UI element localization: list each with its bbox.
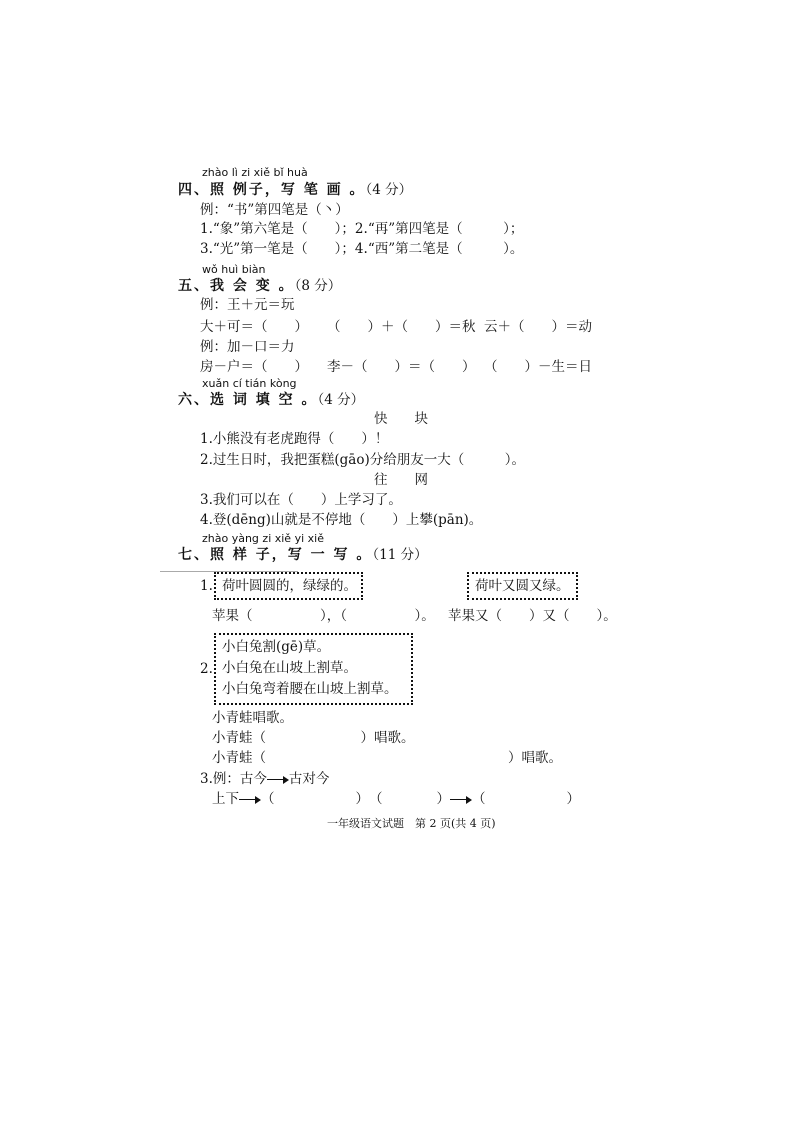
s7-item3-example: [200, 770, 329, 788]
s5-heading: [178, 277, 341, 295]
s5-title: 五、我 会 变 。: [178, 278, 295, 294]
s7-item1-number: 1.: [200, 578, 213, 594]
s7-points: （11 分）: [372, 547, 428, 563]
s7-item2-number: 2.: [200, 661, 213, 677]
s4-heading: [178, 181, 412, 199]
s6-word-pair2: 往 网: [374, 472, 428, 488]
s7-item1-line-a: 苹果（ ），（ ）。: [212, 608, 435, 624]
s5-row2a: 房－户＝（ ）: [200, 359, 308, 375]
s6-points: （4 分）: [317, 392, 365, 408]
s5-example2: 例：加－口＝力: [200, 339, 295, 355]
s4-example: 例：“书”第四笔是（丶）: [200, 202, 349, 218]
s7-item3-word: 上下: [212, 791, 239, 807]
s5-row1a: 大＋可＝（ ）: [200, 319, 308, 335]
s7-item1-line-b: 苹果又（ ）又（ ）。: [448, 608, 617, 624]
example-box-2: [467, 572, 578, 600]
s7-item3-blanks: （ ） （ ）: [261, 791, 450, 807]
s6-question1: 1.小熊没有老虎跑得（ ）！: [200, 431, 389, 447]
page-footer: 一年级语文试题 第 2 页(共 4 页): [327, 817, 496, 830]
s4-line1: 1.“象”第六笔是（ ）；2.“再”第四笔是（ ）；: [200, 221, 524, 237]
s5-row1b: （ ）＋（ ）＝秋: [327, 319, 476, 335]
s7-item2-line-c-end: ）唱歌。: [508, 750, 562, 766]
example-box-1-text: 荷叶圆圆的，绿绿的。: [222, 578, 357, 594]
s4-points: （4 分）: [365, 182, 413, 198]
s7-pinyin: zhào yàng zi xiě yi xiě: [202, 532, 324, 545]
s6-question4: 4.登(dēng)山就是不停地（ ）上攀(pān)。: [200, 512, 483, 528]
arrow-icon: [267, 775, 289, 785]
s7-item2-line-c-start: 小青蛙（: [212, 750, 266, 766]
example-box-3-line2: 小白兔在山坡上割草。: [222, 660, 357, 676]
s6-heading: [178, 391, 364, 409]
s7-title: 七、照 样 子，写 一 写 。: [178, 547, 373, 563]
s6-question3: 3.我们可以在（ ）上学习了。: [200, 492, 402, 508]
s4-title: 四、照 例子，写 笔 画 。: [178, 182, 366, 198]
example-box-3-line3: 小白兔弯着腰在山坡上割草。: [222, 681, 398, 697]
s5-row2c: （ ）－生＝日: [484, 359, 592, 375]
arrow-icon: [239, 795, 261, 805]
s6-pinyin: xuǎn cí tián kòng: [202, 377, 297, 390]
example-box-2-text: 荷叶又圆又绿。: [475, 578, 570, 594]
s7-item3-blank-end: （ ）: [472, 791, 580, 807]
s5-points: （8 分）: [294, 278, 342, 294]
s7-item3-example-text: 3.例：古今: [200, 771, 267, 787]
s7-heading: [178, 546, 428, 564]
s5-row1c: 云＋（ ）＝动: [484, 319, 592, 335]
arrow-icon: [450, 795, 472, 805]
s7-item2-line-b: 小青蛙（ ）唱歌。: [212, 730, 415, 746]
s4-line2: 3.“光”第一笔是（ ）；4.“西”第二笔是（ ）。: [200, 241, 524, 257]
s7-item3-example-result: 古对今: [288, 771, 330, 787]
example-box-3-line1: 小白兔割(gē)草。: [222, 639, 331, 655]
s6-question2: 2.过生日时，我把蛋糕(gāo)分给朋友一大（ ）。: [200, 452, 525, 468]
s6-word-pair1: 快 块: [374, 411, 428, 427]
s7-item3-line: [212, 790, 580, 808]
example-box-3: [214, 633, 413, 705]
s5-pinyin: wǒ huì biàn: [202, 263, 266, 276]
s5-row2b: 李－（ ）＝（ ）: [327, 359, 476, 375]
s5-example1: 例：王＋元＝玩: [200, 297, 295, 313]
s7-item2-line-a: 小青蛙唱歌。: [212, 710, 293, 726]
s6-title: 六、选 词 填 空 。: [178, 392, 318, 408]
s4-pinyin: zhào lì zi xiě bǐ huà: [202, 166, 308, 179]
example-box-1: [214, 572, 363, 600]
